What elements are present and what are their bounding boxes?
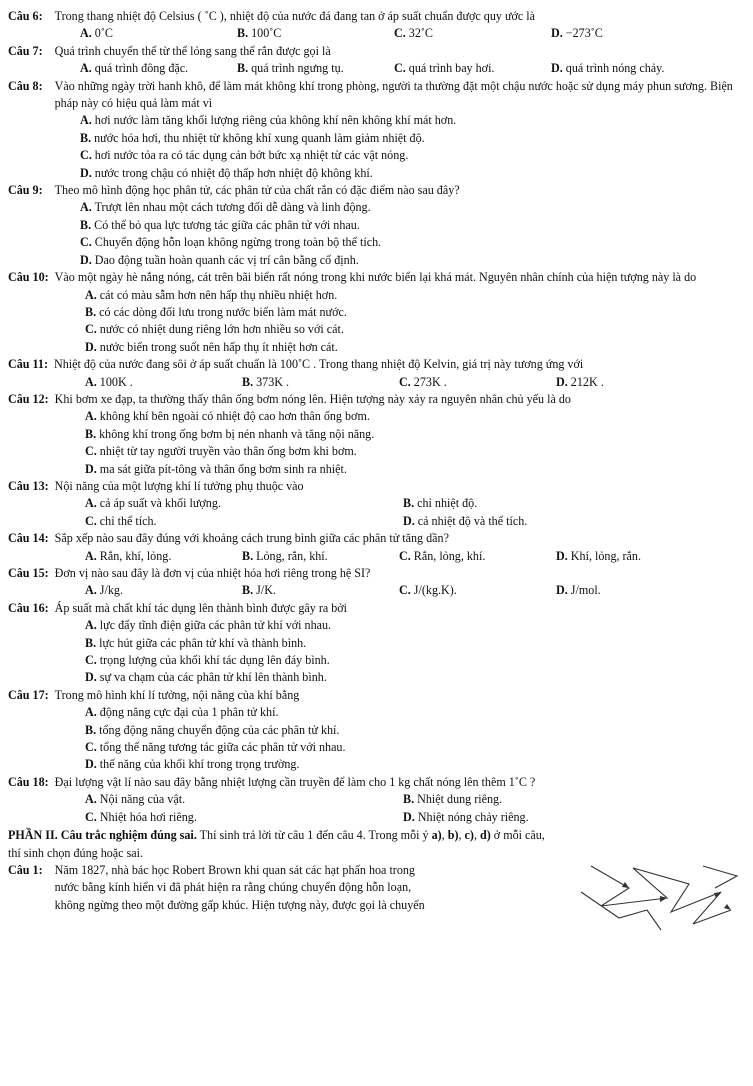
answer-option bbox=[556, 374, 713, 391]
option-text: tổng thế năng tương tác giữa các phân tử với nhau. bbox=[99, 740, 346, 755]
option-letter: B. bbox=[237, 26, 249, 41]
answer-option bbox=[394, 60, 551, 77]
question-text: Quá trình chuyển thể từ thể lỏng sang thể rắn được gọi là bbox=[54, 43, 331, 58]
arrow-head bbox=[724, 904, 731, 910]
question-number: Câu 6: bbox=[8, 9, 43, 23]
answer-option bbox=[556, 548, 713, 565]
answer-option bbox=[85, 791, 403, 808]
options-row bbox=[85, 495, 745, 512]
option-text: tổng động năng chuyển động của các phân tử khí. bbox=[99, 722, 340, 737]
option-text: Nhiệt dung riêng. bbox=[417, 792, 503, 807]
option-text: nước có nhiệt dung riêng lớn hơn nhiều so với cát. bbox=[99, 322, 344, 337]
answer-options bbox=[8, 287, 745, 357]
option-letter: C. bbox=[399, 583, 411, 598]
answer-option bbox=[85, 513, 403, 530]
question-block bbox=[8, 774, 745, 826]
question-stem bbox=[8, 600, 745, 617]
option-text: Nhiệt nóng chảy riêng. bbox=[417, 809, 529, 824]
option-text: lực hút giữa các phân tử khí và thành bình. bbox=[99, 635, 307, 650]
option-letter: D. bbox=[85, 339, 97, 354]
option-letter: D. bbox=[556, 374, 568, 389]
option-letter: B. bbox=[242, 583, 254, 598]
spacer bbox=[43, 43, 55, 60]
answer-option bbox=[80, 130, 745, 147]
option-text: quá trình đông đặc. bbox=[94, 61, 189, 76]
answer-option bbox=[399, 582, 556, 599]
option-letter: A. bbox=[85, 496, 97, 511]
option-letter: D. bbox=[85, 757, 97, 772]
question-stem bbox=[8, 565, 745, 582]
option-letter: D. bbox=[85, 670, 97, 685]
option-letter: C. bbox=[85, 809, 97, 824]
question-text: Trong mô hình khí lí tưởng, nội năng của khí bằng bbox=[54, 687, 300, 702]
spacer bbox=[43, 182, 55, 199]
answer-option bbox=[85, 704, 745, 721]
section-instructions-line2: thí sinh chọn đúng hoặc sai. bbox=[8, 845, 144, 860]
question-stem bbox=[8, 8, 745, 25]
option-text: Dao động tuần hoàn quanh các vị trí cân bằng cố định. bbox=[94, 252, 359, 267]
option-text: thế năng của khối khí trong trọng trường. bbox=[99, 757, 300, 772]
answer-option bbox=[237, 60, 394, 77]
answer-option bbox=[85, 443, 745, 460]
question-number: Câu 14: bbox=[8, 531, 49, 546]
option-letter: C. bbox=[394, 26, 406, 41]
option-letter: D. bbox=[85, 461, 97, 476]
option-text: Rắn, khí, lỏng. bbox=[99, 548, 172, 563]
question-stem bbox=[8, 78, 745, 113]
answer-option bbox=[556, 582, 713, 599]
answer-options bbox=[8, 704, 745, 774]
question-stem bbox=[8, 43, 745, 60]
item-b: b) bbox=[447, 828, 459, 843]
answer-option bbox=[85, 739, 745, 756]
option-text: J/mol. bbox=[570, 583, 601, 598]
spacer bbox=[43, 78, 55, 113]
question-block bbox=[8, 356, 745, 391]
option-letter: C. bbox=[85, 653, 97, 668]
option-text: cả áp suất và khối lượng. bbox=[99, 496, 221, 511]
answer-option bbox=[551, 60, 708, 77]
option-letter: B. bbox=[85, 722, 97, 737]
option-text: nước trong chậu có nhiệt độ thấp hơn nhiệt độ không khí. bbox=[94, 165, 373, 180]
answer-option bbox=[85, 669, 745, 686]
option-letter: A. bbox=[85, 583, 97, 598]
option-letter: B. bbox=[403, 792, 415, 807]
spacer bbox=[43, 8, 55, 25]
option-text: Có thể bỏ qua lực tương tác giữa các phân tử với nhau. bbox=[94, 217, 360, 232]
answer-option bbox=[85, 461, 745, 478]
option-text: sự va chạm của các phân tử khí lên thành bình. bbox=[99, 670, 327, 685]
question-text: Khi bơm xe đạp, ta thường thấy thân ống bơm nóng lên. Hiện tượng này xảy ra nguyên nhân chủ yếu là do bbox=[54, 391, 571, 406]
option-letter: A. bbox=[85, 287, 97, 302]
separator: , bbox=[458, 828, 465, 843]
options-row bbox=[80, 60, 745, 77]
separator: , bbox=[473, 828, 480, 843]
question-number: Câu 16: bbox=[8, 600, 49, 615]
answer-option bbox=[85, 495, 403, 512]
option-text: Chuyển động hỗn loạn không ngừng trong toàn bộ thể tích. bbox=[94, 235, 382, 250]
item-c: c) bbox=[464, 828, 474, 843]
answer-option bbox=[399, 548, 556, 565]
answer-option bbox=[80, 234, 745, 251]
question-block bbox=[8, 600, 745, 687]
question-block bbox=[8, 269, 745, 356]
option-letter: B. bbox=[237, 61, 249, 76]
question-stem bbox=[8, 182, 745, 199]
options-row bbox=[85, 809, 745, 826]
answer-option bbox=[242, 548, 399, 565]
section-2-line bbox=[8, 827, 745, 844]
option-letter: A. bbox=[80, 61, 92, 76]
text-line: nước bằng kính hiển vi đã phát hiện ra rằng chúng chuyển động hỗn loạn, bbox=[54, 880, 412, 895]
option-letter: A. bbox=[85, 548, 97, 563]
question-block bbox=[8, 687, 745, 774]
question-text: Vào những ngày trời hanh khô, để làm mát không khí trong phòng, người ta thường đặt một chậu nước hoặc sử dụng máy phun sương. Biện pháp này có hiệu quả làm mát vì bbox=[54, 78, 733, 111]
option-text: Nội năng của vật. bbox=[99, 792, 186, 807]
question-stem bbox=[8, 774, 745, 791]
question-number: Câu 15: bbox=[8, 566, 49, 580]
option-text: nhiệt từ tay người truyền vào thân ống bơm khi bơm. bbox=[99, 444, 357, 459]
option-text: cả nhiệt độ và thể tích. bbox=[417, 513, 528, 528]
option-letter: C. bbox=[85, 322, 97, 337]
answer-option bbox=[85, 582, 242, 599]
question-stem bbox=[8, 269, 745, 286]
option-text: −273˚C bbox=[565, 26, 603, 41]
question-number: Câu 8: bbox=[8, 78, 43, 93]
answer-option bbox=[237, 25, 394, 42]
option-text: 273K . bbox=[413, 374, 447, 389]
option-text: nước biển trong suốt nên hấp thụ ít nhiệt hơn cát. bbox=[99, 339, 338, 354]
item-d: d) bbox=[479, 828, 491, 843]
options-row bbox=[85, 513, 745, 530]
answer-options bbox=[8, 548, 745, 565]
option-letter: B. bbox=[403, 496, 415, 511]
answer-option bbox=[80, 25, 237, 42]
option-letter: D. bbox=[403, 809, 415, 824]
answer-option bbox=[80, 147, 745, 164]
item-a: a) bbox=[431, 828, 442, 843]
option-letter: C. bbox=[394, 61, 406, 76]
answer-option bbox=[399, 374, 556, 391]
option-text: 0˚C bbox=[94, 26, 113, 41]
option-text: 32˚C bbox=[408, 26, 433, 41]
option-text: ma sát giữa pít-tông và thân ống bơm sinh ra nhiệt. bbox=[99, 461, 347, 476]
option-letter: B. bbox=[242, 548, 254, 563]
section-instructions-end: ở mỗi câu, bbox=[490, 828, 545, 843]
question-text: Trong thang nhiệt độ Celsius ( ˚C ), nhiệt độ của nước đá đang tan ở áp suất chuẩn được quy ước là bbox=[54, 9, 536, 23]
answer-option bbox=[85, 374, 242, 391]
answer-options bbox=[8, 199, 745, 269]
text-line: không ngừng theo một đường gấp khúc. Hiện tượng này, được gọi là chuyển bbox=[54, 897, 425, 912]
answer-option bbox=[551, 25, 708, 42]
option-letter: D. bbox=[80, 252, 92, 267]
option-letter: C. bbox=[399, 548, 411, 563]
option-letter: D. bbox=[80, 165, 92, 180]
option-text: J/K. bbox=[256, 583, 276, 598]
question-number: Câu 13: bbox=[8, 478, 49, 493]
answer-option bbox=[85, 321, 745, 338]
option-text: hơi nước làm tăng khối lượng riêng của không khí nên không khí mát hơn. bbox=[94, 113, 457, 128]
spacer bbox=[43, 862, 55, 914]
option-text: Lỏng, rắn, khí. bbox=[256, 548, 328, 563]
answer-option bbox=[85, 339, 745, 356]
answer-option bbox=[85, 548, 242, 565]
option-text: quá trình bay hơi. bbox=[408, 61, 495, 76]
question-number: Câu 7: bbox=[8, 43, 43, 58]
option-text: trọng lượng của khối khí tác dụng lên đáy bình. bbox=[99, 653, 330, 668]
question-text: Áp suất mà chất khí tác dụng lên thành bình được gây ra bởi bbox=[54, 600, 348, 615]
answer-option bbox=[394, 25, 551, 42]
question-text: Theo mô hình động học phân tử, các phân tử của chất rắn có đặc điểm nào sau đây? bbox=[54, 183, 460, 198]
option-text: quá trình ngưng tụ. bbox=[251, 61, 344, 76]
answer-option bbox=[403, 791, 721, 808]
option-text: không khí bên ngoài có nhiệt độ cao hơn thân ống bơm. bbox=[99, 409, 370, 424]
question-text: Đại lượng vật lí nào sau đây bằng nhiệt lượng cần truyền để làm cho 1 kg chất nóng lên thêm 1˚C ? bbox=[54, 774, 536, 789]
answer-option bbox=[80, 60, 237, 77]
option-text: Trượt lên nhau một cách tương đối dễ dàng và linh động. bbox=[94, 200, 371, 215]
option-letter: B. bbox=[85, 426, 97, 441]
option-letter: A. bbox=[85, 374, 97, 389]
question-number: Câu 11: bbox=[8, 357, 48, 372]
option-letter: C. bbox=[399, 374, 411, 389]
option-letter: C. bbox=[85, 444, 97, 459]
option-text: chỉ nhiệt độ. bbox=[417, 496, 478, 511]
option-text: hơi nước tỏa ra có tác dụng cản bớt bức xạ nhiệt từ các vật nóng. bbox=[94, 148, 409, 163]
option-text: J/kg. bbox=[99, 583, 123, 598]
question-block bbox=[8, 43, 745, 78]
question-number: Câu 12: bbox=[8, 391, 49, 406]
answer-option bbox=[242, 582, 399, 599]
answer-option bbox=[85, 408, 745, 425]
option-text: 100˚C bbox=[251, 26, 282, 41]
option-letter: D. bbox=[551, 26, 563, 41]
question-stem bbox=[8, 478, 745, 495]
answer-option bbox=[85, 722, 745, 739]
options-row bbox=[85, 548, 745, 565]
option-text: nước hóa hơi, thu nhiệt từ không khí xung quanh làm giảm nhiệt độ. bbox=[94, 130, 425, 145]
option-letter: B. bbox=[242, 374, 254, 389]
options-row bbox=[80, 25, 745, 42]
answer-option bbox=[242, 374, 399, 391]
question-stem bbox=[8, 687, 745, 704]
answer-options bbox=[8, 617, 745, 687]
option-letter: A. bbox=[85, 705, 97, 720]
answer-option bbox=[80, 217, 745, 234]
tf-question-block bbox=[8, 862, 745, 914]
option-text: động năng cực đại của 1 phân tử khí. bbox=[99, 705, 279, 720]
question-text: Đơn vị nào sau đây là đơn vị của nhiệt hóa hơi riêng trong hệ SI? bbox=[54, 566, 371, 580]
answer-options bbox=[8, 408, 745, 478]
option-letter: A. bbox=[85, 792, 97, 807]
option-letter: A. bbox=[80, 200, 92, 215]
answer-option bbox=[403, 513, 721, 530]
options-row bbox=[85, 791, 745, 808]
section-instructions: Thí sinh trả lời từ câu 1 đến câu 4. Trong mỗi ý bbox=[196, 828, 432, 843]
zigzag-path bbox=[581, 892, 661, 930]
option-letter: C. bbox=[80, 148, 92, 163]
option-letter: A. bbox=[85, 409, 97, 424]
answer-option bbox=[80, 252, 745, 269]
question-stem bbox=[8, 391, 745, 408]
answer-options bbox=[8, 791, 745, 826]
option-text: chỉ thể tích. bbox=[99, 513, 157, 528]
option-letter: C. bbox=[80, 235, 92, 250]
option-text: quá trình nóng chảy. bbox=[565, 61, 665, 76]
question-stem bbox=[8, 530, 745, 547]
option-text: 100K . bbox=[99, 374, 133, 389]
question-number: Câu 17: bbox=[8, 687, 49, 702]
option-letter: D. bbox=[403, 513, 415, 528]
option-text: 373K . bbox=[256, 374, 290, 389]
question-text: Sắp xếp nào sau đây đúng với khoảng cách trung bình giữa các phân tử tăng dần? bbox=[54, 531, 449, 546]
answer-options bbox=[8, 60, 745, 77]
question-block bbox=[8, 78, 745, 182]
option-letter: C. bbox=[85, 740, 97, 755]
answer-options bbox=[8, 582, 745, 599]
text-line: Năm 1827, nhà bác học Robert Brown khi quan sát các hạt phấn hoa trong bbox=[54, 862, 415, 877]
zigzag-path bbox=[703, 866, 737, 888]
option-text: lực đẩy tĩnh điện giữa các phân tử khí với nhau. bbox=[99, 618, 332, 633]
brownian-motion-figure bbox=[571, 862, 741, 934]
question-block bbox=[8, 565, 745, 600]
option-letter: B. bbox=[80, 217, 92, 232]
answer-options bbox=[8, 374, 745, 391]
option-letter: C. bbox=[85, 513, 97, 528]
zigzag-path bbox=[591, 866, 731, 924]
question-block bbox=[8, 8, 745, 43]
option-text: Nhiệt hóa hơi riêng. bbox=[99, 809, 197, 824]
arrow-head bbox=[714, 892, 721, 898]
answer-option bbox=[80, 199, 745, 216]
option-text: Khí, lỏng, rắn. bbox=[570, 548, 641, 563]
answer-option bbox=[85, 304, 745, 321]
answer-options bbox=[8, 112, 745, 182]
question-number: Câu 1: bbox=[8, 862, 43, 877]
options-row bbox=[85, 582, 745, 599]
option-letter: A. bbox=[80, 26, 92, 41]
answer-option bbox=[85, 809, 403, 826]
option-letter: A. bbox=[85, 618, 97, 633]
option-letter: D. bbox=[556, 548, 568, 563]
option-text: có các dòng đối lưu trong nước biển làm mát nước. bbox=[99, 304, 347, 319]
option-letter: D. bbox=[551, 61, 563, 76]
question-text: Vào một ngày hè nắng nóng, cát trên bãi biển rất nóng trong khi nước biển lại khá mát. Nguyên nhân chính của hiện tượng này là do bbox=[54, 270, 697, 285]
option-letter: B. bbox=[80, 130, 92, 145]
section-2-heading bbox=[8, 827, 745, 862]
option-text: Rắn, lỏng, khí. bbox=[413, 548, 486, 563]
answer-option bbox=[80, 112, 745, 129]
option-text: không khí trong ống bơm bị nén nhanh và tăng nội năng. bbox=[99, 426, 375, 441]
question-block bbox=[8, 182, 745, 269]
answer-option bbox=[85, 756, 745, 773]
answer-option bbox=[80, 165, 745, 182]
answer-option bbox=[85, 617, 745, 634]
question-block bbox=[8, 478, 745, 530]
question-stem bbox=[8, 356, 745, 373]
answer-options bbox=[8, 25, 745, 42]
answer-option bbox=[85, 652, 745, 669]
answer-option bbox=[403, 809, 721, 826]
option-letter: B. bbox=[85, 304, 97, 319]
answer-option bbox=[85, 287, 745, 304]
option-text: cát có màu sẫm hơn nên hấp thụ nhiều nhiệt hơn. bbox=[99, 287, 338, 302]
question-number: Câu 9: bbox=[8, 183, 43, 198]
separator: , bbox=[441, 828, 448, 843]
answer-options bbox=[8, 495, 745, 530]
option-letter: B. bbox=[85, 635, 97, 650]
answer-option bbox=[85, 635, 745, 652]
option-text: 212K . bbox=[570, 374, 604, 389]
question-number: Câu 18: bbox=[8, 774, 49, 789]
option-letter: A. bbox=[80, 113, 92, 128]
question-text: Nhiệt độ của nước đang sôi ở áp suất chuẩn là 100˚C . Trong thang nhiệt độ Kelvin, giá trị này tương ứng với bbox=[53, 357, 584, 372]
section-title: PHẦN II. Câu trắc nghiệm đúng sai. bbox=[8, 828, 197, 843]
answer-option bbox=[403, 495, 721, 512]
question-block bbox=[8, 530, 745, 565]
option-letter: D. bbox=[556, 583, 568, 598]
question-text: Nội năng của một lượng khí lí tưởng phụ thuộc vào bbox=[54, 478, 304, 493]
question-block bbox=[8, 391, 745, 478]
answer-option bbox=[85, 426, 745, 443]
question-number: Câu 10: bbox=[8, 270, 49, 285]
options-row bbox=[85, 374, 745, 391]
option-text: J/(kg.K). bbox=[413, 583, 457, 598]
